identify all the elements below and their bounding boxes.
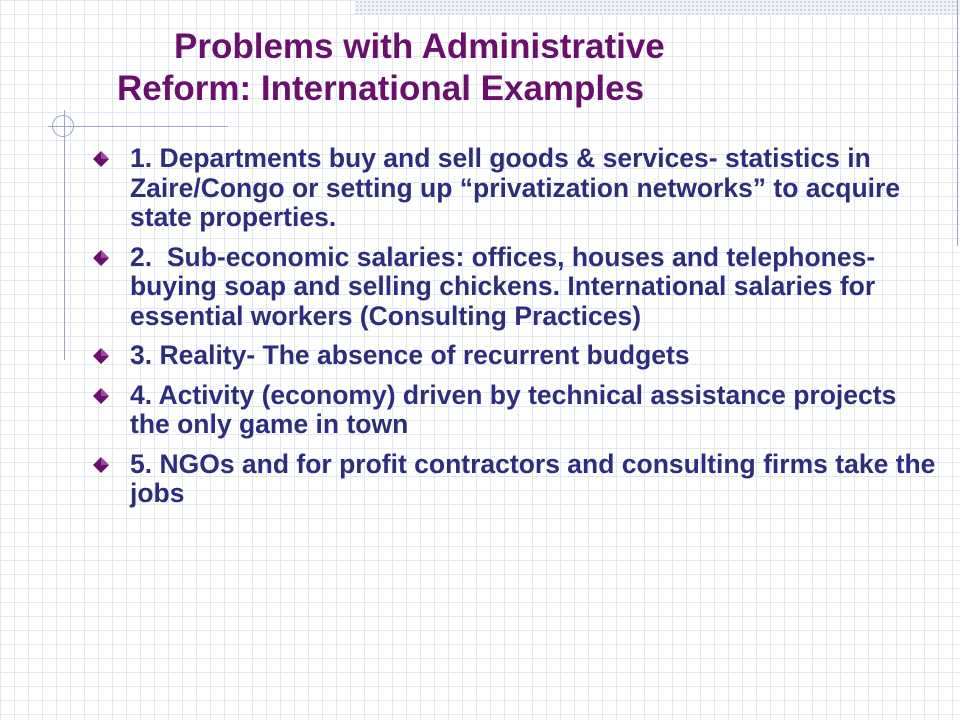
bullet-item-3 [92,341,937,371]
bullet-text-5: 5. NGOs and for profit contractors and consulting firms take the jobs [130,448,936,508]
diamond-bullet-icon [92,150,110,168]
bullet-text-3: 3. Reality- The absence of recurrent budgets [130,340,690,370]
frame-line-horizontal [48,126,228,127]
diamond-bullet-icon [92,387,110,405]
bullet-item-1 [92,144,937,233]
slide-title-line-2: Reform: International Examples [117,69,645,108]
slide-title-line-1: Problems with Administrative [174,27,665,66]
frame-line-right [957,0,958,246]
bullet-list [92,144,937,519]
slide-title [100,26,880,110]
bullet-item-5 [92,450,937,509]
frame-line-left [64,110,65,360]
bullet-text-2: 2. Sub-economic salaries: offices, houses and telephones- buying soap and selling chickens. International salaries for essential workers (Consulting Practices) [130,241,876,331]
bullet-text-1: 1. Departments buy and sell goods & services- statistics in Zaire/Congo or setting up “privatization networks” to acquire state properties. [130,143,901,232]
diamond-bullet-icon [92,456,110,474]
diamond-bullet-icon [92,249,110,267]
bullet-text-4: 4. Activity (economy) driven by technical assistance projects the only game in town [130,379,897,439]
frame-circle-ornament [52,115,74,137]
diamond-bullet-icon [92,347,110,365]
corner-decoration [355,0,960,14]
bullet-item-4 [92,381,937,440]
bullet-item-2 [92,243,937,332]
